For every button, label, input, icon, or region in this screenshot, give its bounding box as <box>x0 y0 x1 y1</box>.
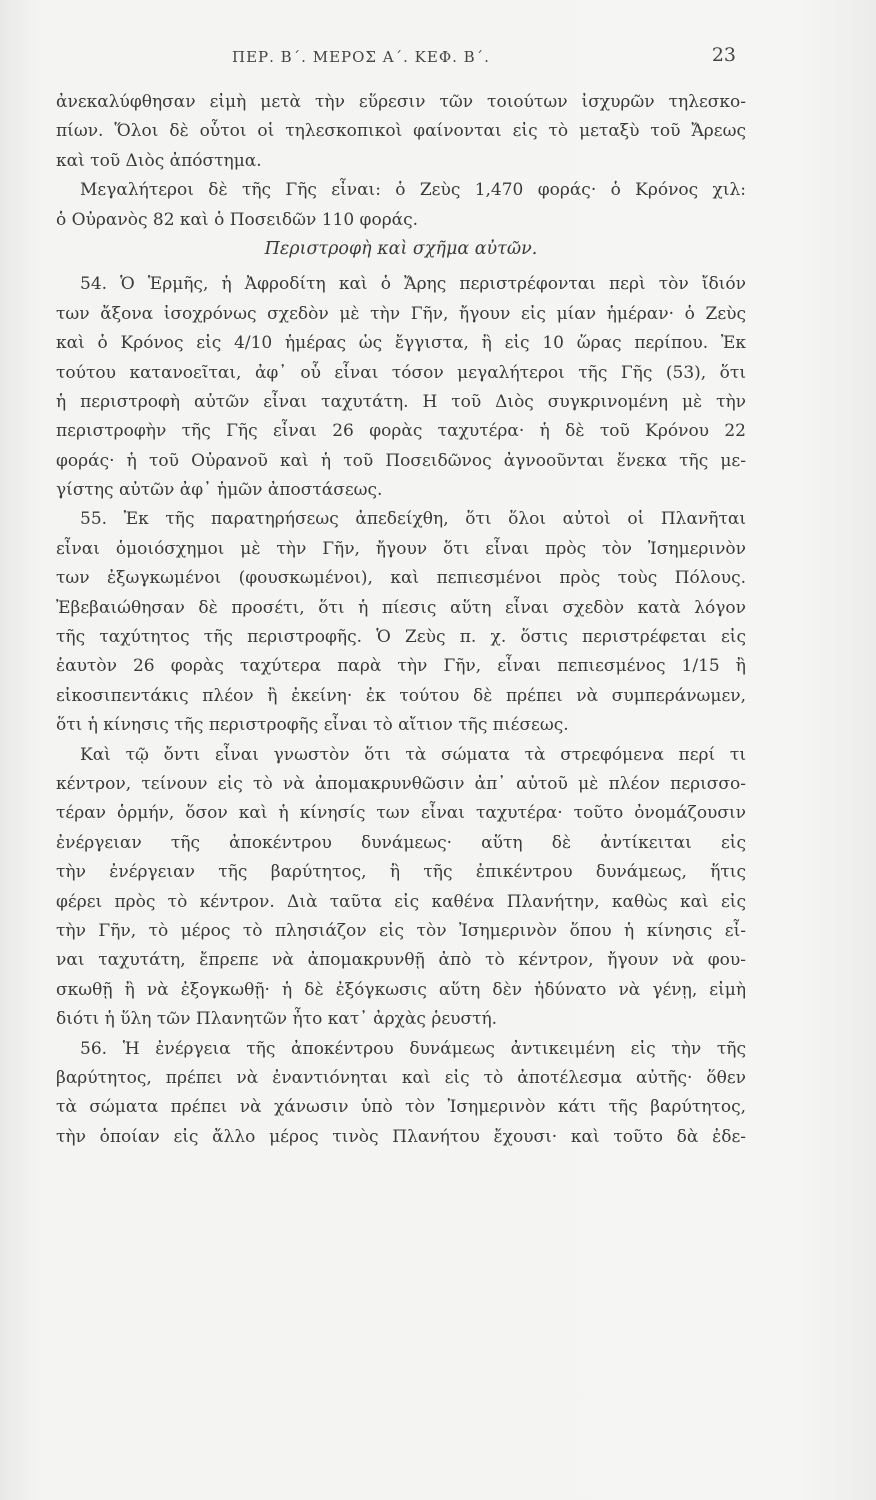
text-line: Μεγαλήτεροι δὲ τῆς Γῆς εἶναι: ὁ Ζεὺς 1,470 φοράς· ὁ Κρόνος χιλ: <box>80 180 746 201</box>
paragraph-55-start: 55. Ἐκ τῆς παρατηρήσεως ἀπεδείχθη, ὅτι ὅλοι αὐτοὶ οἱ Πλανῆται <box>80 509 746 530</box>
running-head: ΠΕΡ. Β΄. ΜΕΡΟΣ Α΄. ΚΕΦ. Β΄. <box>232 48 490 66</box>
text-line: τὴν Γῆν, τὸ μέρος τὸ πλησιάζον εἰς τὸν Ἰσημερινὸν ὅπου ἡ κίνησις εἶ- <box>56 920 746 941</box>
paragraph-54-start: 54. Ὁ Ἑρμῆς, ἡ Ἀφροδίτη καὶ ὁ Ἄρης περιστρέφονται περὶ τὸν ἴδιόν <box>80 274 746 295</box>
page-header <box>0 44 876 74</box>
text-line: διότι ἡ ὕλη τῶν Πλανητῶν ἦτο κατ᾽ ἀρχὰς ῥευστή. <box>56 1009 498 1030</box>
text-line: των ἄξονα ἰσοχρόνως σχεδὸν μὲ τὴν Γῆν, ἤγουν εἰς μίαν ἡμέραν· ὁ Ζεὺς <box>56 303 746 324</box>
text-line: ναι ταχυτάτη, ἔπρεπε νὰ ἀπομακρυνθῇ ἀπὸ τὸ κέντρον, ἤγουν νὰ φου- <box>56 950 746 971</box>
text-line: των ἐξωγκωμένοι (φουσκωμένοι), καὶ πεπιεσμένοι πρὸς τοὺς Πόλους. <box>56 568 746 589</box>
body-text <box>56 88 746 1152</box>
text-line: ἐνέργειαν τῆς ἀποκέντρου δυνάμεως· αὕτη δὲ ἀντίκειται εἰς <box>56 832 746 853</box>
text-line: κέντρον, τείνουν εἰς τὸ νὰ ἀπομακρυνθῶσιν ἀπ᾽ αὐτοῦ μὲ πλέον περισσο- <box>56 773 746 794</box>
text-line: ἑαυτὸν 26 φορὰς ταχύτερα παρὰ τὴν Γῆν, εἶναι πεπιεσμένος 1/15 ἢ <box>56 656 746 677</box>
page-number: 23 <box>711 44 736 66</box>
text-line: πίων. Ὅλοι δὲ οὗτοι οἱ τηλεσκοπικοὶ φαίνονται εἰς τὸ μεταξὺ τοῦ Ἄρεως <box>56 121 746 142</box>
text-line: σκωθῇ ἢ νὰ ἐξογκωθῇ· ἡ δὲ ἐξόγκωσις αὕτη δὲν ἠδύνατο νὰ γένῃ, εἰμὴ <box>56 979 746 1000</box>
paragraph-start: Καὶ τῷ ὄντι εἶναι γνωστὸν ὅτι τὰ σώματα τὰ στρεφόμενα περί τι <box>80 744 746 765</box>
text-line: τὴν ὁποίαν εἰς ἄλλο μέρος τινὸς Πλανήτου ἔχουσι· καὶ τοῦτο δὰ ἐδε- <box>56 1126 746 1147</box>
text-line: καὶ τοῦ Διὸς ἀπόστημα. <box>56 150 262 171</box>
text-line: εἰκοσιπεντάκις πλέον ἢ ἐκείνη· ἐκ τούτου δὲ πρέπει νὰ συμπεράνωμεν, <box>56 685 746 706</box>
text-line: τὴν ἐνέργειαν τῆς βαρύτητος, ἢ τῆς ἐπικέντρου δυνάμεως, ἥτις <box>56 862 746 883</box>
text-line: ἡ περιστροφὴ αὐτῶν εἶναι ταχυτάτη. Η τοῦ Διὸς συγκρινομένη μὲ τὴν <box>56 391 746 412</box>
text-line: εἶναι ὁμοιόσχημοι μὲ τὴν Γῆν, ἤγουν ὅτι εἶναι πρὸς τὸν Ἰσημερινὸν <box>56 538 746 559</box>
text-line: Ἐβεβαιώθησαν δὲ προσέτι, ὅτι ἡ πίεσις αὕτη εἶναι σχεδὸν κατὰ λόγον <box>56 597 746 618</box>
text-line: φέρει πρὸς τὸ κέντρον. Διὰ ταῦτα εἰς καθένα Πλανήτην, καθὼς καὶ εἰς <box>56 891 746 912</box>
text-line: γίστης αὐτῶν ἀφ᾽ ἡμῶν ἀποστάσεως. <box>56 480 383 501</box>
text-line: φοράς· ἡ τοῦ Οὐρανοῦ καὶ ἡ τοῦ Ποσειδῶνος ἀγνοοῦνται ἕνεκα τῆς με- <box>56 450 746 471</box>
text-line: περιστροφὴν τῆς Γῆς εἶναι 26 φορὰς ταχυτέρα· ἡ δὲ τοῦ Κρόνου 22 <box>56 421 746 442</box>
text-line: τούτου κατανοεῖται, ἀφ᾽ οὗ εἶναι τόσον μεγαλήτεροι τῆς Γῆς (53), ὅτι <box>56 362 746 383</box>
text-line: τέραν ὁρμήν, ὅσον καὶ ἡ κίνησίς των εἶναι ταχυτέρα· τοῦτο ὀνομάζουσιν <box>56 803 746 824</box>
text-line: ὅτι ἡ κίνησις τῆς περιστροφῆς εἶναι τὸ αἴτιον τῆς πιέσεως. <box>56 715 569 736</box>
text-line: τὰ σώματα πρέπει νὰ χάνωσιν ὑπὸ τὸν Ἰσημερινὸν κάτι τῆς βαρύτητος, <box>56 1097 746 1118</box>
text-line: τῆς ταχύτητος τῆς περιστροφῆς. Ὁ Ζεὺς π. χ. ὅστις περιστρέφεται εἰς <box>56 627 746 648</box>
paragraph-56-start: 56. Ἡ ἐνέργεια τῆς ἀποκέντρου δυνάμεως ἀντικειμένη εἰς τὴν τῆς <box>80 1038 746 1059</box>
text-line: ὁ Οὐρανὸς 82 καὶ ὁ Ποσειδῶν 110 φοράς. <box>56 209 419 230</box>
section-heading: Περιστροφὴ καὶ σχῆμα αὐτῶν. <box>264 238 538 259</box>
text-line: ἀνεκαλύφθησαν εἰμὴ μετὰ τὴν εὕρεσιν τῶν τοιούτων ἰσχυρῶν τηλεσκο- <box>56 92 746 112</box>
text-line: βαρύτητος, πρέπει νὰ ἐναντιόνηται καὶ εἰς τὸ ἀποτέλεσμα αὐτῆς· ὅθεν <box>56 1067 746 1088</box>
text-line: καὶ ὁ Κρόνος εἰς 4/10 ἡμέρας ὡς ἔγγιστα, ἢ εἰς 10 ὥρας περίπου. Ἐκ <box>56 333 746 354</box>
